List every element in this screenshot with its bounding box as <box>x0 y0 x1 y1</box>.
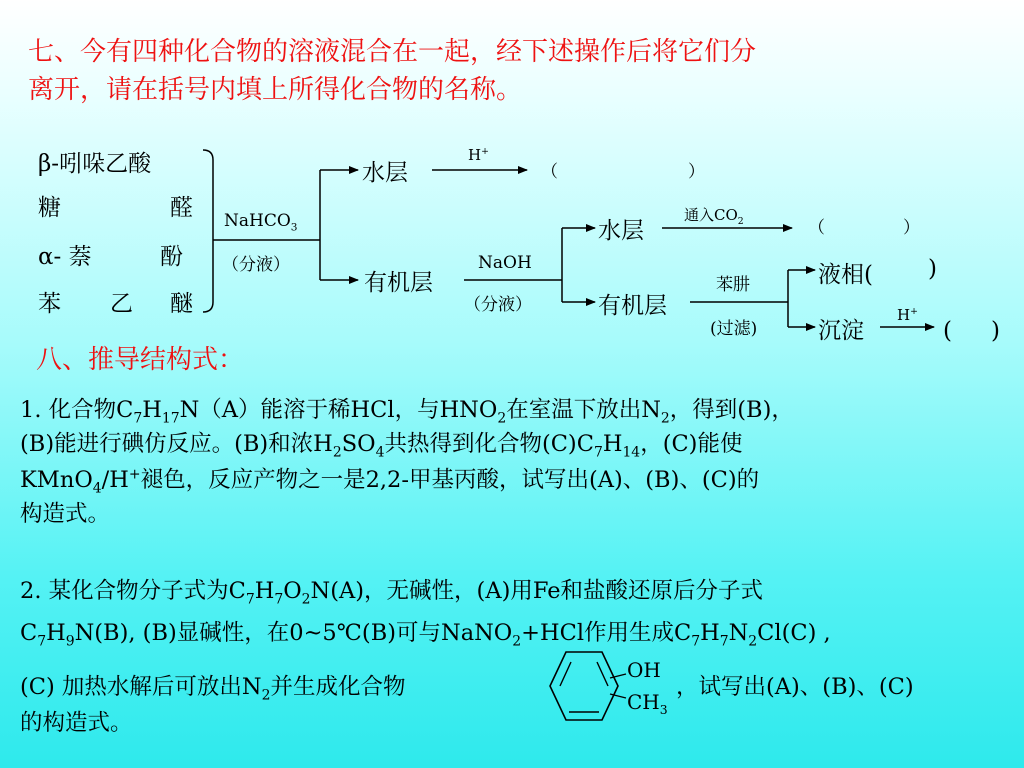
q8-p2-line4: 的构造式。 <box>20 710 133 736</box>
compound-bracket <box>203 150 213 312</box>
label-oh: OH <box>627 658 661 682</box>
label-org-layer: 有机层 <box>364 270 433 296</box>
label-liquid-phase: 液相( <box>818 262 873 288</box>
reagent-phenylhydrazine: 苯肼 <box>716 275 750 295</box>
label-org-layer2: 有机层 <box>598 293 667 319</box>
label-precipitate: 沉淀 <box>818 318 864 344</box>
q8-title: 八、推导结构式： <box>36 345 245 375</box>
q8-p1-line1: 1. 化合物$C_7H_{17}N(A)$能溶于稀HCl，与$HNO_2$在室温下放出$N_2$，得到(B)， <box>20 397 794 427</box>
answer-blank-2-open: （ <box>808 218 825 238</box>
reagent-nahco3: NaHCO$_3$ <box>224 211 298 234</box>
op-filtration: (过滤) <box>710 319 758 339</box>
q8-p1-line3: KMnO$_4$/H+褪色，反应产物之一是2,2-甲基丙酸，试写出(A)、(B)、(C)的 <box>20 466 760 497</box>
reagent-naoh: NaOH <box>478 253 532 273</box>
label-co2: 通入$CO_2$ <box>684 206 744 227</box>
compound-phenol: 酚 <box>160 244 183 270</box>
q8-p2-line3b: ，试写出(A)、(B)、(C) <box>676 674 914 700</box>
compound-sugar: 糖 <box>38 195 61 221</box>
answer-blank-3-close: ) <box>991 318 1000 344</box>
label-aq-layer: 水层 <box>362 160 408 186</box>
compound-benzene: 苯 <box>38 291 61 317</box>
q7-title-line1: 七、今有四种化合物的溶液混合在一起，经下述操作后将它们分 <box>28 37 757 67</box>
label-ch3: $CH_3$ <box>627 690 668 717</box>
q8-p2-line1: 2. 某化合物分子式为$C_7H_7O_2N(A)$，无碱性，(A)用Fe和盐酸还原后分子式 <box>20 578 764 608</box>
answer-blank-1-close: ） <box>688 162 705 182</box>
compound-ether: 醚 <box>170 291 193 317</box>
label-aq-layer2: 水层 <box>598 218 644 244</box>
compound-aldehyde: 醛 <box>170 195 193 221</box>
q8-p1-line2: (B)能进行碘仿反应。(B)和浓$H_2SO_4$共热得到化合物$(C)C_7H_{14}$，(C)能使 <box>20 431 743 461</box>
compound-naphthyl: α- 萘 <box>38 244 92 270</box>
op-separation-2: （分液） <box>464 295 532 315</box>
answer-blank-2-close: ） <box>903 218 920 238</box>
q8-p2-line2: $C_7H_9N(B)$, (B)显碱性，在0~5℃(B)可与NaNO$_2$+HCl作用生成$C_7H_7N_2Cl(C)$ , <box>20 620 831 650</box>
q8-p1-line4: 构造式。 <box>20 501 111 527</box>
q7-title-line2: 离开，请在括号内填上所得化合物的名称。 <box>28 75 523 105</box>
compound-indoleacetic-acid: β-吲哚乙酸 <box>38 151 152 177</box>
answer-blank-liquid-close: ) <box>928 256 937 282</box>
compound-ethyl: 乙 <box>110 291 133 317</box>
answer-blank-3-open: ( <box>943 318 952 344</box>
q8-p2-line3a: (C) 加热水解后可放出$N_2$并生成化合物 <box>20 674 406 704</box>
op-separation-1: （分液） <box>222 255 290 275</box>
label-h-plus-1: H+ <box>468 146 489 164</box>
label-h-plus-2: H+ <box>897 306 918 324</box>
answer-blank-1-open: （ <box>541 162 558 182</box>
